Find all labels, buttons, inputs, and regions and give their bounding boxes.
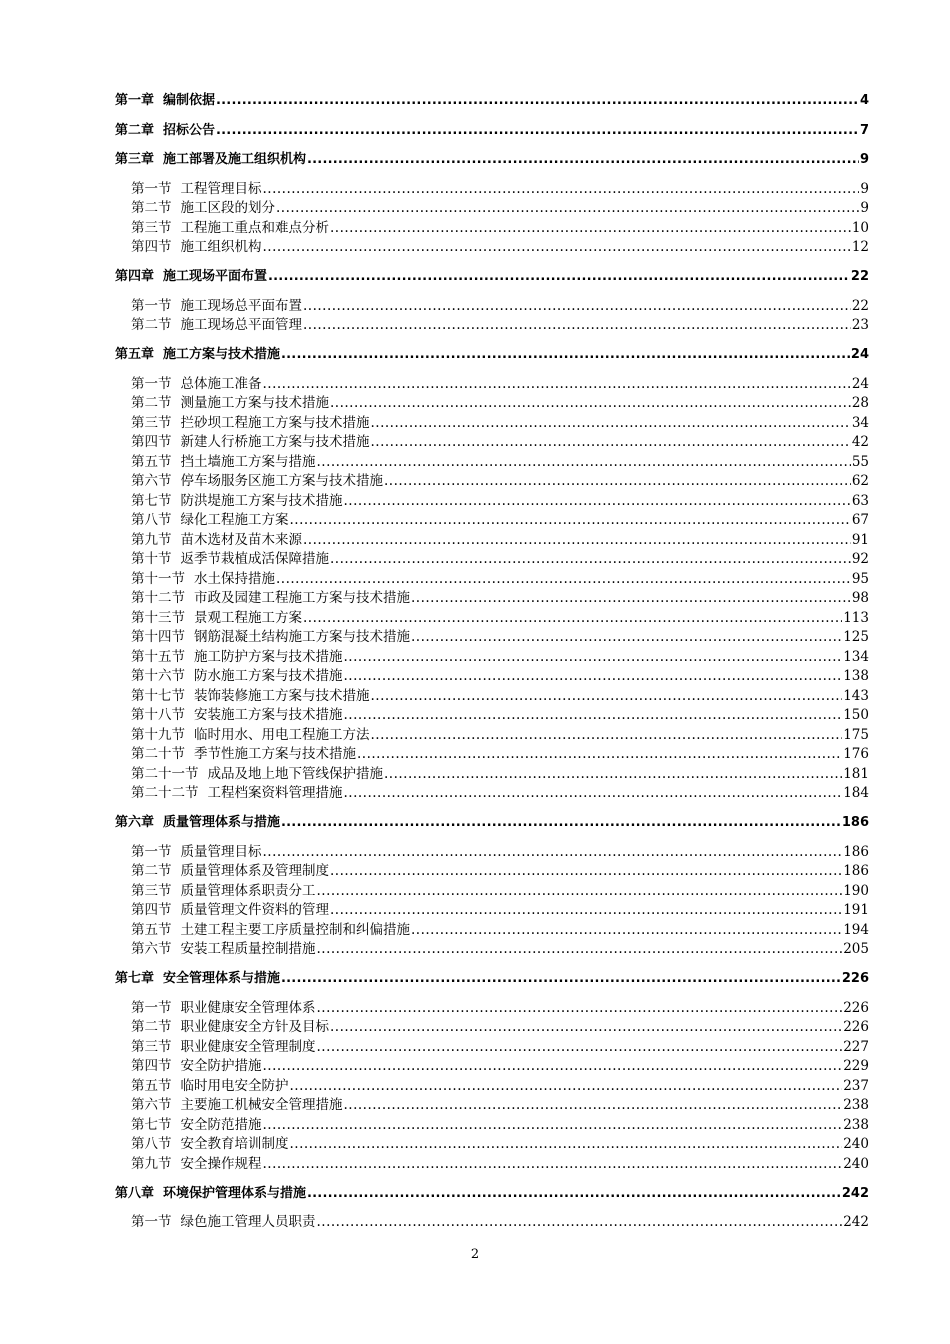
toc-entry-title: 施工现场总平面管理 <box>180 317 302 333</box>
toc-entry-number: 第二章 <box>115 122 155 138</box>
dot-leader <box>371 414 851 434</box>
toc-entry-title: 施工方案与技术措施 <box>163 347 281 362</box>
toc-entry-title: 工程施工重点和难点分析 <box>180 219 329 236</box>
toc-chapter-entry[interactable] <box>115 345 869 365</box>
page-number: 2 <box>470 1247 480 1262</box>
toc-entry-page: 42 <box>851 434 869 450</box>
toc-entry-page: 24 <box>850 347 869 362</box>
toc-entry-page: 240 <box>843 1136 869 1152</box>
dot-leader <box>263 180 860 200</box>
toc-entry-number: 第六节 <box>131 1097 172 1113</box>
toc-entry-title: 环境保护管理体系与措施 <box>163 1185 307 1201</box>
dot-leader <box>216 91 859 111</box>
toc-section-entry[interactable] <box>115 882 869 902</box>
toc-entry-page: 194 <box>843 921 869 938</box>
toc-chapter-entry[interactable] <box>115 150 869 170</box>
toc-entry-title: 临时用电安全防护 <box>180 1077 289 1094</box>
toc-section-entry[interactable] <box>115 238 869 258</box>
toc-section-entry[interactable] <box>115 589 869 609</box>
toc-entry-page: 242 <box>841 1185 869 1201</box>
toc-section-entry[interactable] <box>115 901 869 921</box>
dot-leader <box>330 862 842 882</box>
toc-section-entry[interactable] <box>115 940 869 960</box>
toc-entry-title: 职业健康安全管理制度 <box>180 1038 316 1055</box>
toc-entry-number: 第二节 <box>131 317 172 333</box>
dot-leader <box>281 813 841 833</box>
toc-entry-page: 226 <box>841 971 869 986</box>
toc-entry-page: 23 <box>851 317 869 333</box>
toc-entry-number: 第十三节 <box>131 609 185 626</box>
dot-leader <box>303 297 851 317</box>
toc-entry-title: 挡土墙施工方案与措施 <box>180 453 316 470</box>
toc-entry-number: 第九节 <box>131 1155 172 1172</box>
toc-entry-title: 质量管理体系及管理制度 <box>180 863 329 879</box>
toc-section-entry[interactable] <box>115 394 869 414</box>
toc-section-entry[interactable] <box>115 726 869 746</box>
toc-section-entry[interactable] <box>115 1155 869 1175</box>
toc-entry-title: 质量管理目标 <box>180 843 262 860</box>
toc-entry-number: 第十四节 <box>131 629 185 645</box>
dot-leader <box>344 1096 843 1116</box>
toc-section-entry[interactable] <box>115 648 869 668</box>
toc-entry-page: 24 <box>851 375 869 392</box>
toc-section-entry[interactable] <box>115 433 869 453</box>
toc-section-entry[interactable] <box>115 687 869 707</box>
toc-section-entry[interactable] <box>115 511 869 531</box>
toc-entry-number: 第九节 <box>131 531 172 548</box>
dot-leader <box>384 472 851 492</box>
toc-section-entry[interactable] <box>115 180 869 200</box>
dot-leader <box>303 316 851 336</box>
toc-chapter-entry[interactable] <box>115 1184 869 1204</box>
toc-entry-number: 第十九节 <box>131 726 185 743</box>
toc-section-entry[interactable] <box>115 570 869 590</box>
toc-entry-page: 238 <box>843 1116 869 1133</box>
dot-leader <box>371 433 851 453</box>
toc-section-entry[interactable] <box>115 375 869 395</box>
toc-entry-title: 季节性施工方案与技术措施 <box>194 746 356 762</box>
dot-leader <box>344 784 843 804</box>
toc-entry-page: 92 <box>851 551 869 567</box>
toc-entry-title: 临时用水、用电工程施工方法 <box>194 726 370 743</box>
toc-entry-number: 第二节 <box>131 200 172 216</box>
toc-section-entry[interactable] <box>115 1096 869 1116</box>
toc-entry-title: 绿化工程施工方案 <box>180 512 289 528</box>
toc-entry-title: 安装工程质量控制措施 <box>180 941 316 957</box>
toc-entry-number: 第七节 <box>131 1116 172 1133</box>
toc-entry-title: 绿色施工管理人员职责 <box>180 1214 316 1230</box>
dot-leader <box>263 1116 843 1136</box>
toc-section-entry[interactable] <box>115 784 869 804</box>
toc-section-entry[interactable] <box>115 550 869 570</box>
toc-entry-title: 苗木选材及苗木来源 <box>180 531 302 548</box>
toc-entry-number: 第一节 <box>131 297 172 314</box>
toc-entry-number: 第三章 <box>115 152 155 167</box>
toc-entry-page: 9 <box>859 152 869 167</box>
toc-section-entry[interactable] <box>115 297 869 317</box>
toc-entry-title: 质量管理文件资料的管理 <box>180 902 329 918</box>
toc-section-entry[interactable] <box>115 628 869 648</box>
dot-leader <box>303 531 851 551</box>
toc-entry-number: 第三节 <box>131 882 172 899</box>
toc-entry-page: 226 <box>843 1019 869 1035</box>
toc-section-entry[interactable] <box>115 862 869 882</box>
toc-entry-title: 施工现场总平面布置 <box>180 297 302 314</box>
toc-section-entry[interactable] <box>115 609 869 629</box>
toc-entry-page: 186 <box>843 863 869 879</box>
toc-entry-number: 第八节 <box>131 512 172 528</box>
toc-entry-page: 226 <box>843 999 869 1016</box>
toc-entry-title: 质量管理体系职责分工 <box>180 882 316 899</box>
toc-section-entry[interactable] <box>115 999 869 1019</box>
dot-leader <box>317 1038 843 1058</box>
toc-chapter-entry[interactable] <box>115 267 869 287</box>
toc-entry-title: 水土保持措施 <box>194 570 275 587</box>
dot-leader <box>317 999 843 1019</box>
toc-entry-page: 34 <box>851 414 869 431</box>
toc-section-entry[interactable] <box>115 921 869 941</box>
toc-section-entry[interactable] <box>115 667 869 687</box>
toc-section-entry[interactable] <box>115 472 869 492</box>
dot-leader <box>268 267 850 287</box>
toc-entry-number: 第六节 <box>131 941 172 957</box>
toc-entry-page: 191 <box>843 902 869 918</box>
toc-section-entry[interactable] <box>115 453 869 473</box>
toc-entry-page: 62 <box>851 473 869 489</box>
toc-entry-page: 242 <box>843 1214 869 1230</box>
dot-leader <box>371 726 843 746</box>
dot-leader <box>263 375 851 395</box>
toc-entry-number: 第一节 <box>131 1214 172 1230</box>
dot-leader <box>307 150 859 170</box>
toc-section-entry[interactable] <box>115 1018 869 1038</box>
toc-entry-number: 第十七节 <box>131 687 185 704</box>
toc-entry-number: 第二节 <box>131 863 172 879</box>
dot-leader <box>216 121 859 141</box>
dot-leader <box>303 609 842 629</box>
toc-entry-title: 职业健康安全管理体系 <box>180 999 316 1016</box>
dot-leader <box>330 219 851 239</box>
toc-entry-number: 第七章 <box>115 971 155 986</box>
toc-entry-page: 229 <box>843 1058 869 1074</box>
toc-entry-title: 工程管理目标 <box>180 180 262 197</box>
toc-entry-title: 安全教育培训制度 <box>180 1136 289 1152</box>
toc-entry-number: 第十一节 <box>131 570 185 587</box>
toc-entry-title: 质量管理体系与措施 <box>163 815 281 830</box>
toc-entry-page: 91 <box>851 531 869 548</box>
toc-entry-page: 67 <box>851 512 869 528</box>
dot-leader <box>411 921 842 941</box>
toc-entry-page: 240 <box>843 1155 869 1172</box>
toc-entry-number: 第五章 <box>115 347 155 362</box>
toc-entry-number: 第一章 <box>115 93 155 108</box>
toc-entry-number: 第十八节 <box>131 707 185 723</box>
dot-leader <box>307 1184 841 1204</box>
toc-entry-number: 第四节 <box>131 902 172 918</box>
toc-entry-number: 第三节 <box>131 414 172 431</box>
toc-entry-number: 第十六节 <box>131 668 185 684</box>
toc-entry-title: 安装施工方案与技术措施 <box>194 707 343 723</box>
toc-entry-title: 施工防护方案与技术措施 <box>194 648 343 665</box>
toc-entry-title: 测量施工方案与技术措施 <box>180 395 329 411</box>
toc-entry-page: 134 <box>843 648 869 665</box>
dot-leader <box>263 238 851 258</box>
dot-leader <box>411 628 842 648</box>
toc-entry-number: 第三节 <box>131 1038 172 1055</box>
toc-entry-page: 190 <box>843 882 869 899</box>
toc-entry-page: 237 <box>843 1077 869 1094</box>
toc-section-entry[interactable] <box>115 1038 869 1058</box>
dot-leader <box>290 511 851 531</box>
toc-entry-title: 土建工程主要工序质量控制和纠偏措施 <box>180 921 410 938</box>
toc-entry-number: 第四节 <box>131 434 172 450</box>
dot-leader <box>263 1057 843 1077</box>
toc-section-entry[interactable] <box>115 1077 869 1097</box>
dot-leader <box>411 589 851 609</box>
toc-entry-page: 113 <box>843 609 869 626</box>
dot-leader <box>317 940 843 960</box>
toc-entry-page: 184 <box>843 785 869 801</box>
toc-entry-number: 第十节 <box>131 551 172 567</box>
toc-entry-number: 第一节 <box>131 180 172 197</box>
toc-entry-number: 第十五节 <box>131 648 185 665</box>
dot-leader <box>263 1155 843 1175</box>
dot-leader <box>317 1213 843 1233</box>
toc-entry-page: 9 <box>860 200 869 216</box>
toc-section-entry[interactable] <box>115 745 869 765</box>
toc-section-entry[interactable] <box>115 414 869 434</box>
dot-leader <box>276 570 851 590</box>
toc-entry-page: 95 <box>851 570 869 587</box>
toc-entry-page: 138 <box>843 668 869 684</box>
toc-entry-title: 拦砂坝工程施工方案与技术措施 <box>180 414 370 431</box>
toc-entry-number: 第八节 <box>131 1136 172 1152</box>
toc-entry-title: 主要施工机械安全管理措施 <box>180 1097 343 1113</box>
toc-entry-number: 第四节 <box>131 239 172 255</box>
toc-entry-number: 第二节 <box>131 1019 172 1035</box>
toc-entry-number: 第一节 <box>131 843 172 860</box>
toc-entry-title: 施工组织机构 <box>180 239 262 255</box>
toc-entry-page: 7 <box>859 122 869 138</box>
dot-leader <box>330 901 842 921</box>
toc-entry-page: 143 <box>843 687 869 704</box>
toc-entry-title: 职业健康安全方针及目标 <box>180 1019 329 1035</box>
toc-entry-page: 22 <box>850 269 869 284</box>
toc-section-entry[interactable] <box>115 199 869 219</box>
toc-entry-number: 第五节 <box>131 453 172 470</box>
toc-section-entry[interactable] <box>115 1135 869 1155</box>
toc-entry-title: 施工区段的划分 <box>180 200 275 216</box>
toc-entry-page: 98 <box>851 590 869 606</box>
toc-chapter-entry[interactable] <box>115 121 869 141</box>
toc-entry-number: 第三节 <box>131 219 172 236</box>
toc-entry-number: 第二节 <box>131 395 172 411</box>
toc-entry-page: 205 <box>843 941 869 957</box>
dot-leader <box>276 199 859 219</box>
dot-leader <box>344 492 851 512</box>
dot-leader <box>281 345 850 365</box>
toc-entry-page: 12 <box>851 239 869 255</box>
dot-leader <box>281 969 841 989</box>
toc-section-entry[interactable] <box>115 492 869 512</box>
toc-section-entry[interactable] <box>115 531 869 551</box>
toc-entry-page: 55 <box>851 453 869 470</box>
toc-entry-number: 第四节 <box>131 1058 172 1074</box>
toc-entry-title: 施工部署及施工组织机构 <box>163 152 307 167</box>
dot-leader <box>344 667 843 687</box>
dot-leader <box>357 745 842 765</box>
toc-entry-page: 10 <box>851 219 869 236</box>
toc-entry-title: 市政及园建工程施工方案与技术措施 <box>194 590 410 606</box>
toc-entry-title: 成品及地上地下管线保护措施 <box>207 765 383 782</box>
toc-section-entry[interactable] <box>115 1116 869 1136</box>
toc-entry-page: 63 <box>851 492 869 509</box>
toc-entry-number: 第七节 <box>131 492 172 509</box>
toc-section-entry[interactable] <box>115 765 869 785</box>
toc-chapter-entry[interactable] <box>115 969 869 989</box>
toc-entry-title: 总体施工准备 <box>180 375 262 392</box>
dot-leader <box>330 550 851 570</box>
toc-entry-title: 安全管理体系与措施 <box>163 971 281 986</box>
toc-entry-number: 第四章 <box>115 269 155 284</box>
toc-entry-page: 181 <box>843 765 869 782</box>
toc-entry-title: 编制依据 <box>163 93 216 108</box>
toc-entry-number: 第一节 <box>131 375 172 392</box>
toc-entry-page: 175 <box>843 726 869 743</box>
toc-entry-number: 第二十节 <box>131 746 185 762</box>
toc-entry-title: 施工现场平面布置 <box>163 269 268 284</box>
toc-entry-number: 第五节 <box>131 1077 172 1094</box>
toc-section-entry[interactable] <box>115 219 869 239</box>
toc-entry-page: 125 <box>843 629 869 645</box>
dot-leader <box>330 1018 842 1038</box>
toc-entry-title: 防洪堤施工方案与技术措施 <box>180 492 343 509</box>
toc-entry-number: 第八章 <box>115 1185 155 1201</box>
toc-entry-title: 安全防护措施 <box>180 1058 262 1074</box>
toc-entry-page: 150 <box>843 707 869 723</box>
toc-entry-title: 停车场服务区施工方案与技术措施 <box>180 473 383 489</box>
toc-entry-page: 227 <box>843 1038 869 1055</box>
dot-leader <box>344 706 843 726</box>
toc-entry-number: 第十二节 <box>131 590 185 606</box>
dot-leader <box>371 687 843 707</box>
dot-leader <box>344 648 843 668</box>
toc-section-entry[interactable] <box>115 843 869 863</box>
toc-entry-number: 第五节 <box>131 921 172 938</box>
toc-section-entry[interactable] <box>115 706 869 726</box>
toc-entry-page: 176 <box>843 746 869 762</box>
dot-leader <box>290 1077 843 1097</box>
toc-entry-number: 第六节 <box>131 473 172 489</box>
toc-entry-title: 安全操作规程 <box>180 1155 262 1172</box>
toc-chapter-entry[interactable] <box>115 813 869 833</box>
table-of-contents <box>115 91 869 1233</box>
toc-entry-title: 工程档案资料管理措施 <box>207 785 343 801</box>
toc-entry-number: 第六章 <box>115 815 155 830</box>
toc-section-entry[interactable] <box>115 316 869 336</box>
toc-section-entry[interactable] <box>115 1213 869 1233</box>
toc-entry-page: 186 <box>841 815 869 830</box>
dot-leader <box>384 765 842 785</box>
toc-entry-title: 景观工程施工方案 <box>194 609 302 626</box>
toc-entry-number: 第二十二节 <box>131 785 199 801</box>
toc-entry-page: 28 <box>851 395 869 411</box>
toc-entry-number: 第一节 <box>131 999 172 1016</box>
toc-entry-title: 招标公告 <box>163 122 216 138</box>
dot-leader <box>263 843 843 863</box>
toc-entry-page: 238 <box>843 1097 869 1113</box>
toc-section-entry[interactable] <box>115 1057 869 1077</box>
toc-entry-title: 防水施工方案与技术措施 <box>194 668 343 684</box>
toc-entry-title: 钢筋混凝土结构施工方案与技术措施 <box>194 629 410 645</box>
toc-chapter-entry[interactable] <box>115 91 869 111</box>
dot-leader <box>317 453 851 473</box>
toc-entry-title: 装饰装修施工方案与技术措施 <box>194 687 370 704</box>
toc-entry-title: 返季节栽植成活保障措施 <box>180 551 329 567</box>
dot-leader <box>317 882 843 902</box>
toc-entry-page: 9 <box>860 180 869 197</box>
toc-entry-page: 4 <box>859 93 869 108</box>
toc-entry-page: 186 <box>843 843 869 860</box>
toc-entry-page: 22 <box>851 297 869 314</box>
toc-entry-number: 第二十一节 <box>131 765 199 782</box>
toc-entry-title: 安全防范措施 <box>180 1116 262 1133</box>
dot-leader <box>290 1135 843 1155</box>
dot-leader <box>330 394 851 414</box>
toc-entry-title: 新建人行桥施工方案与技术措施 <box>180 434 370 450</box>
